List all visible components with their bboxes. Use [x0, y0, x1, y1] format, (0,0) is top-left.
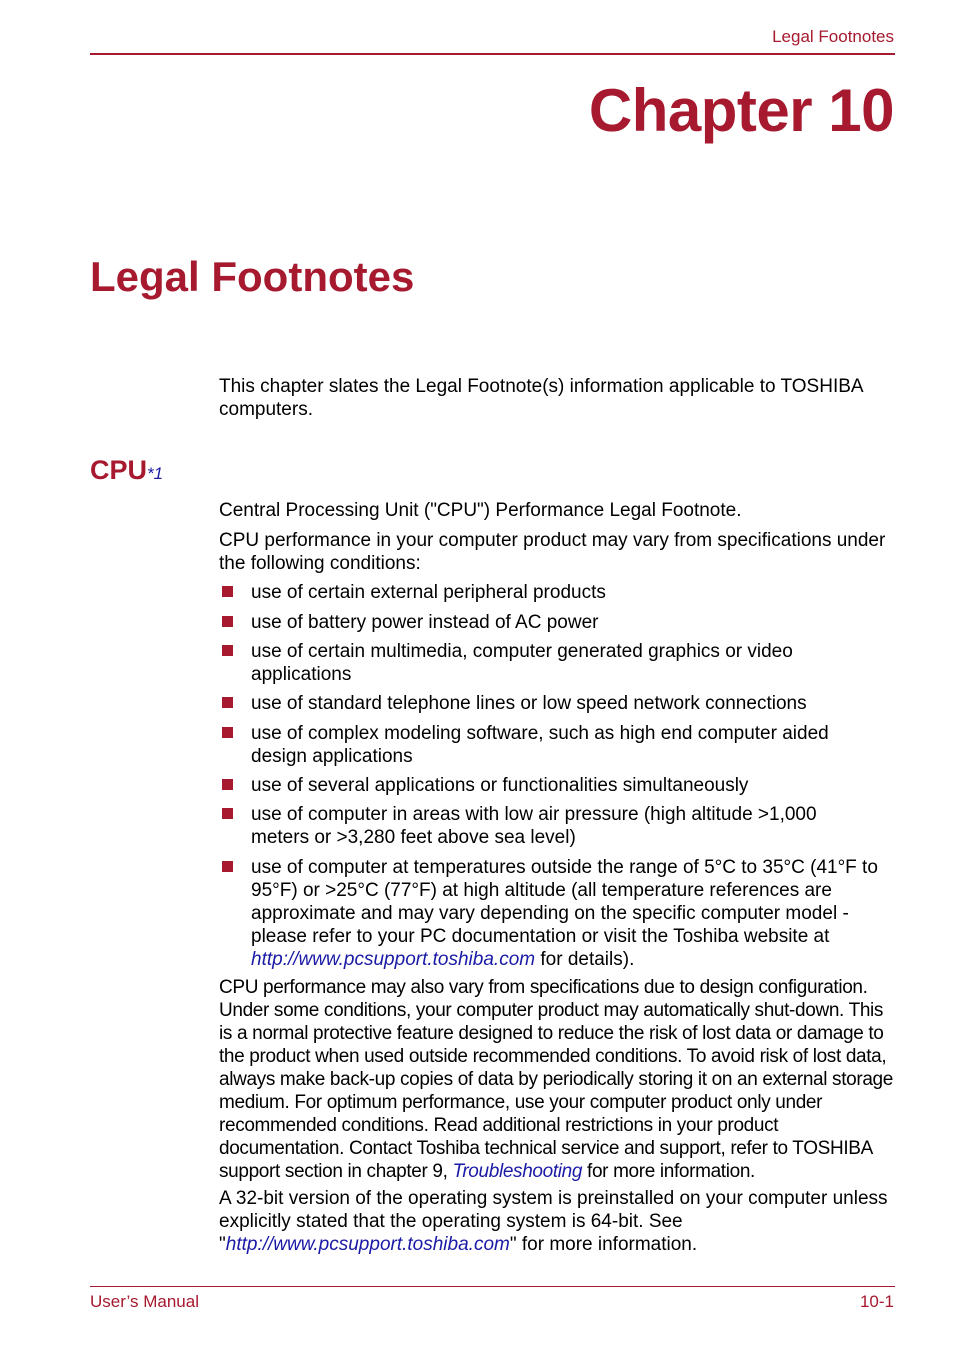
bullet-square-icon: [222, 697, 233, 708]
list-item: [219, 581, 895, 604]
chapter-title: Chapter 10: [588, 77, 894, 144]
cpu-paragraph-3-text: CPU performance may also vary from specifications due to design configuration. Under some conditions, your computer product may automatically shut-down. This is a normal protective feature designed to reduce the risk of lost data or damage to the product when used outside recommended conditions. To avoid risk of lost data, always make back-up copies of data by periodically storing it on an external storage medium. For optimum performance, use your computer product only under recommended conditions. Read additional restrictions in your product documentation. Contact Toshiba technical service and support, refer to TOSHIBA support section in chapter 9,: [219, 977, 893, 1182]
cpu-paragraph-4-suffix: " for more information.: [509, 1234, 698, 1255]
running-header: Legal Footnotes: [772, 27, 894, 46]
list-item: [219, 856, 895, 971]
footer-manual-title: User’s Manual: [90, 1292, 199, 1311]
list-item-text: use of battery power instead of AC power: [251, 612, 599, 633]
pcsupport-link[interactable]: http://www.pcsupport.toshiba.com: [251, 949, 536, 970]
cpu-heading: [90, 455, 163, 486]
page-number: 10-1: [859, 1292, 894, 1311]
footer-rule: [90, 1286, 895, 1287]
list-item-text: [251, 856, 895, 971]
bullet-square-icon: [222, 616, 233, 627]
bullet-square-icon: [222, 586, 233, 597]
header-rule: [90, 53, 895, 55]
cpu-paragraph-3: [219, 976, 895, 1183]
list-item-text-suffix: for details).: [535, 949, 635, 970]
list-item: [219, 722, 895, 768]
cpu-paragraph-2: CPU performance in your computer product may vary from specifications under the following conditions:: [219, 530, 886, 574]
list-item-text: use of several applications or functionalities simultaneously: [251, 775, 749, 796]
cpu-paragraph-3-suffix: for more information.: [582, 1161, 755, 1182]
list-item-text: use of standard telephone lines or low speed network connections: [251, 693, 807, 714]
bullet-square-icon: [222, 808, 233, 819]
list-item-text: use of complex modeling software, such as high end computer aided design applications: [251, 723, 829, 767]
list-item: [219, 640, 895, 686]
cpu-paragraph-4: [219, 1187, 895, 1256]
cpu-heading-text: CPU: [90, 455, 148, 485]
cpu-footnote-ref[interactable]: *1: [147, 464, 164, 483]
cpu-paragraph-1: Central Processing Unit ("CPU") Performance Legal Footnote.: [219, 500, 742, 521]
troubleshooting-link[interactable]: Troubleshooting: [452, 1161, 583, 1182]
list-item: [219, 692, 895, 715]
list-item: [219, 774, 895, 797]
bullet-square-icon: [222, 645, 233, 656]
list-item-text: use of certain multimedia, computer generated graphics or video applications: [251, 641, 793, 685]
list-item-text-body: use of computer at temperatures outside the range of 5°C to 35°C (41°F to 95°F) or >25°C (77°F) at high altitude (all temperature references are approximate and may vary depending on the specific computer model - please refer to your PC documentation or visit the Toshiba website at: [251, 857, 878, 947]
pcsupport-link[interactable]: http://www.pcsupport.toshiba.com: [225, 1234, 510, 1255]
list-item-text: use of certain external peripheral products: [251, 582, 606, 603]
bullet-square-icon: [222, 861, 233, 872]
list-item: [219, 611, 895, 634]
intro-paragraph: This chapter slates the Legal Footnote(s) information applicable to TOSHIBA computers.: [219, 376, 863, 420]
section-title: Legal Footnotes: [90, 253, 415, 300]
list-item-text: use of computer in areas with low air pressure (high altitude >1,000 meters or >3,280 feet above sea level): [251, 804, 817, 848]
list-item: [219, 803, 895, 849]
bullet-square-icon: [222, 779, 233, 790]
cpu-paragraph-4-text: A 32-bit version of the operating system is preinstalled on your computer unless explicitly stated that the operating system is 64-bit. See ": [219, 1188, 888, 1255]
bullet-square-icon: [222, 727, 233, 738]
